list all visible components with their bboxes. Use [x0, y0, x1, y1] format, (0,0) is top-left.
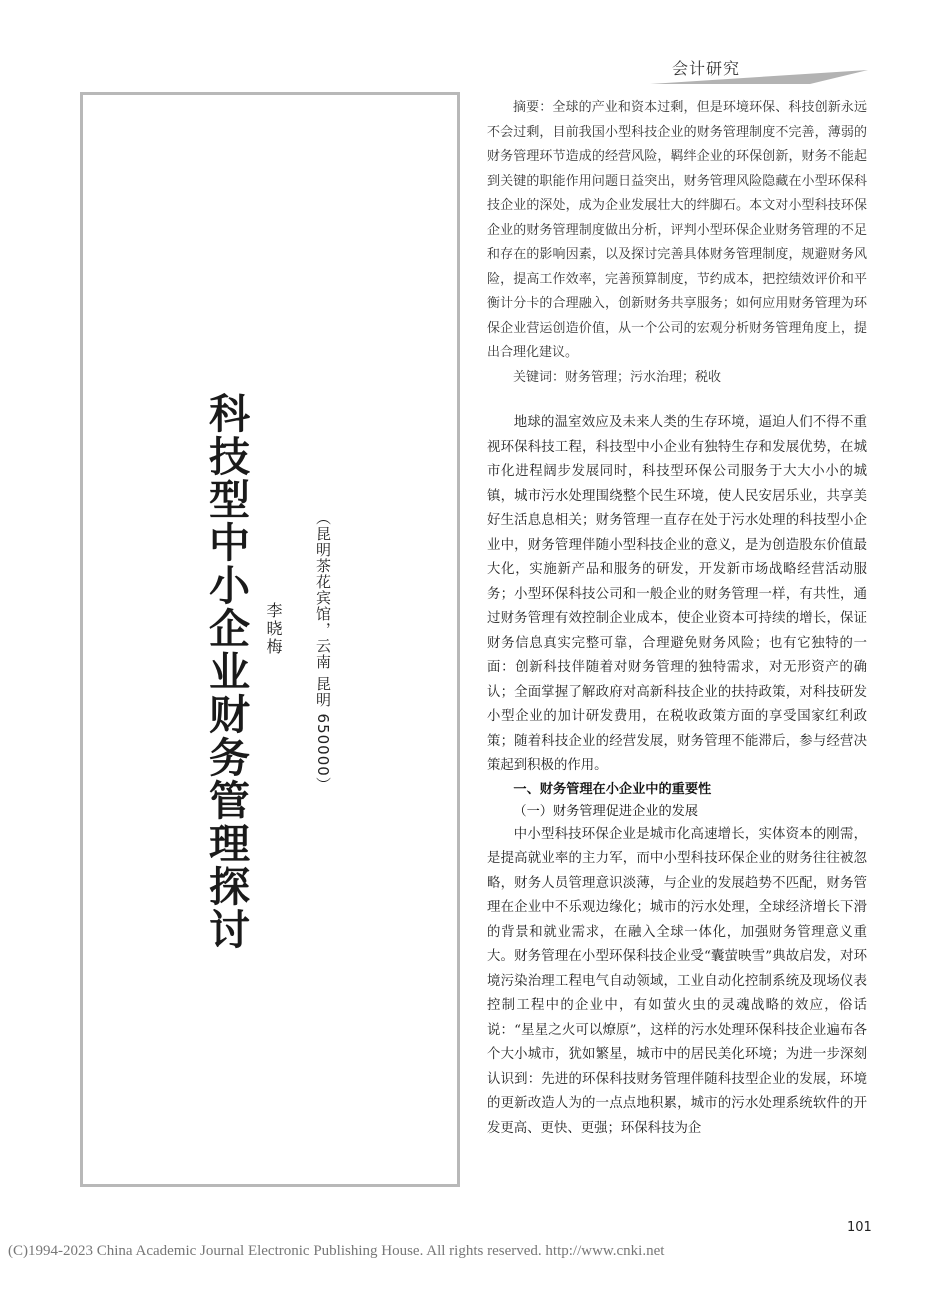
page-number: 101	[847, 1220, 872, 1235]
article-text-column	[487, 96, 867, 1141]
section-header	[650, 52, 950, 92]
subsection-heading-1: （一）财务管理促进企业的发展	[513, 803, 699, 819]
article-title: 科技型中小企业财务管理探讨	[202, 392, 250, 951]
keywords: 关键词：财务管理；污水治理；税收	[513, 369, 722, 385]
body-paragraph-1: 地球的温室效应及未来人类的生存环境，逼迫人们不得不重视环保科技工程，科技型中小企业有独特生存和发展优势，在城市化进程阔步发展同时，科技型环保公司服务于大大小小的城镇，城市污水处理围绕整个民生环境，使人民安居乐业，共享美好生活息息相关；财务管理一直存在处于污水处理的科技型小企业中，财务管理伴随小型科技企业的意义，是为创造股东价值最大化，实施新产品和服务的研发，开发新市场战略经营活动服务；小型环保科技公司和一般企业的财务管理一样，有共性，通过财务管理有效控制企业成本，使企业资本可持续的增长，保证财务信息真实完整可靠，合理避免财务风险；也有它独特的一面：创新科技伴随着对财务管理的独特需求，对无形资产的确认；全面掌握了解政府对高新科技企业的扶持政策，对科技研发小型企业的加计研发费用，在税收政策方面的享受国家红利政策；随着科技企业的经营发展，财务管理不能滞后，参与经营决策起到积极的作用。	[487, 415, 867, 773]
author-affiliation: （昆明茶花宾馆，云南 昆明 650000）	[314, 510, 332, 793]
copyright-notice: (C)1994-2023 China Academic Journal Electronic Publishing House. All rights reserved. http://www.cnki.net	[8, 1243, 665, 1259]
abstract-section	[487, 96, 867, 390]
body-section	[487, 411, 867, 1141]
abstract-text: 摘要：全球的产业和资本过剩，但是环境环保、科技创新永远不会过剩，目前我国小型科技企业的财务管理制度不完善，薄弱的财务管理环节造成的经营风险，羁绊企业的环保创新，财务不能起到关键的职能作用问题日益突出，财务管理风险隐藏在小型环保科技企业的深处，成为企业发展壮大的绊脚石。本文对小型科技环保企业的财务管理制度做出分析，评判小型环保企业财务管理的不足和存在的影响因素，以及探讨完善具体财务管理制度，规避财务风险，提高工作效率，完善预算制度，节约成本，把控绩效评价和平衡计分卡的合理融入，创新财务共享服务；如何应用财务管理为环保企业营运创造价值，从一个公司的宏观分析财务管理角度上，提出合理化建议。	[487, 100, 867, 360]
section-label: 会计研究	[672, 59, 741, 78]
section-heading-1: 一、财务管理在小企业中的重要性	[513, 781, 712, 797]
body-paragraph-2: 中小型科技环保企业是城市化高速增长，实体资本的刚需，是提高就业率的主力军，而中小型科技环保企业的财务往往被忽略，财务人员管理意识淡薄，与企业的发展趋势不匹配，财务管理在企业中不乐观边缘化；城市的污水处理，全球经济增长下滑的背景和就业需求，在融入全球一体化，加强财务管理意义重大。财务管理在小型环保科技企业受“囊萤映雪”典故启发，对环境污染治理工程电气自动领域，工业自动化控制系统及现场仪表控制工程中的企业中，有如萤火虫的灵魂战略的效应，俗话说：“星星之火可以燎原”，这样的污水处理环保科技企业遍布各个大小城市，犹如繁星，城市中的居民美化环境；为进一步深刻认识到：先进的环保科技财务管理伴随科技型企业的发展，环境的更新改造人为的一点点地积累，城市的污水处理系统软件的开发更高、更快、更强；环保科技为企	[487, 826, 867, 1136]
article-author: 李晓梅	[264, 602, 283, 656]
